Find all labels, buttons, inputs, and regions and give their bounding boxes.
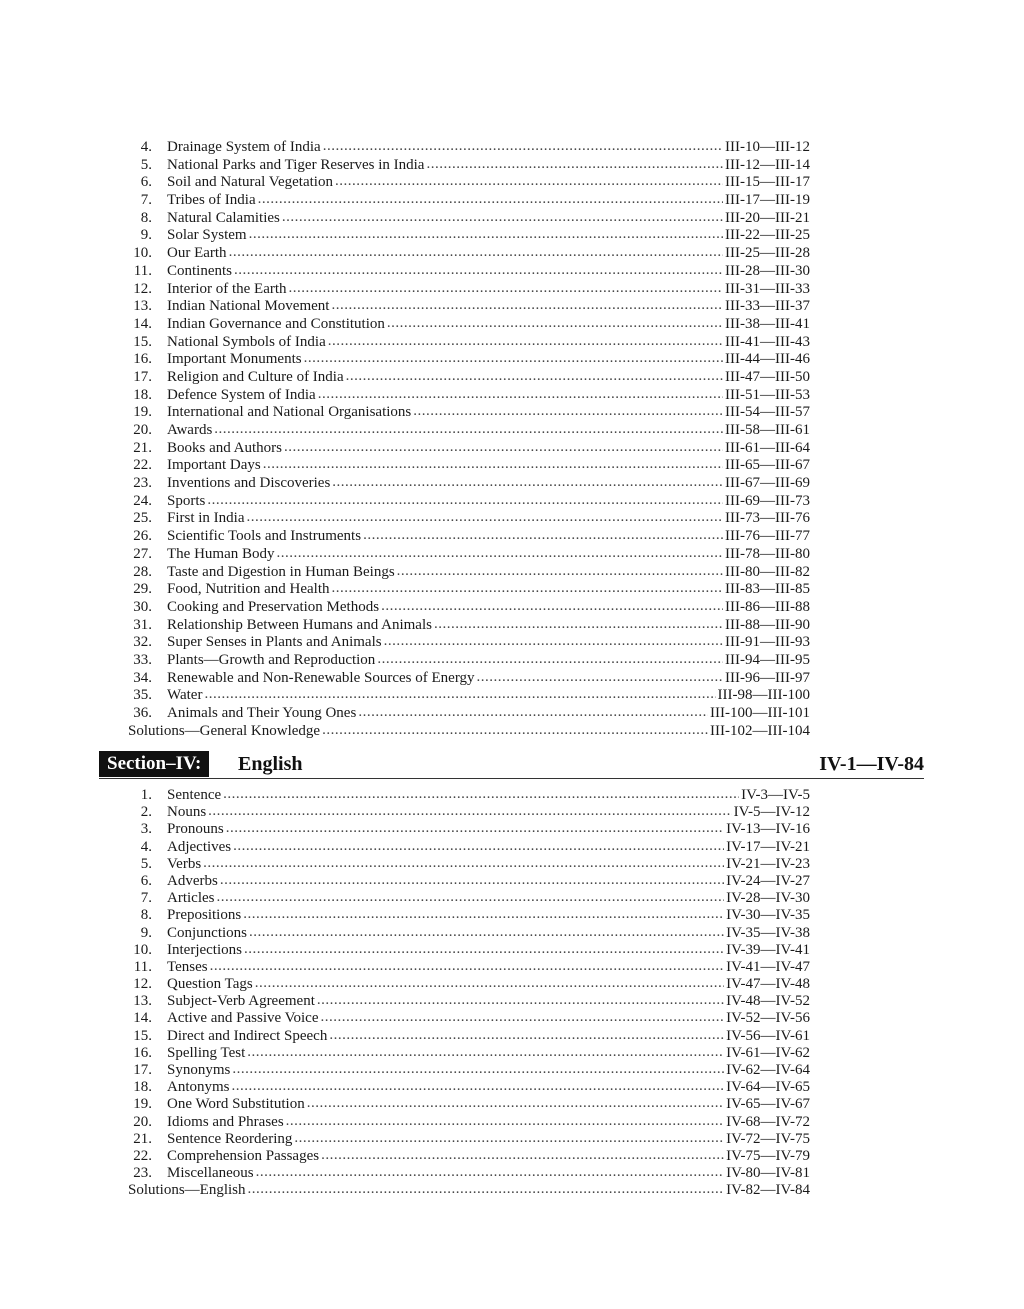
- toc-entry-pages: III-73—III-76: [725, 510, 810, 527]
- toc-entry: [110, 528, 810, 546]
- toc-entry-pages: IV-39—IV-41: [726, 941, 810, 958]
- toc-entry-pages: IV-35—IV-38: [726, 924, 810, 941]
- toc-entry-title: Conjunctions: [167, 924, 248, 941]
- toc-entry-number: 28.: [133, 563, 152, 580]
- dot-leader: [318, 386, 723, 404]
- toc-entry-number: 22.: [133, 457, 152, 474]
- toc-entry: [110, 334, 810, 352]
- toc-entry-pages: III-78—III-80: [725, 545, 810, 562]
- toc-entry-pages: III-91—III-93: [725, 634, 810, 651]
- toc-entry: [110, 670, 810, 688]
- toc-list-english: [110, 787, 810, 1200]
- dot-leader: [363, 527, 723, 545]
- toc-entry-number: 22.: [133, 1147, 152, 1164]
- toc-entry: [110, 787, 810, 804]
- toc-entry-title: Sentence: [167, 787, 222, 803]
- toc-entry: [110, 510, 810, 528]
- toc-entry-title: Indian Governance and Constitution: [167, 315, 385, 332]
- dot-leader: [317, 992, 724, 1009]
- toc-entry-pages: III-94—III-95: [725, 651, 810, 668]
- toc-entry-title: Relationship Between Humans and Animals: [167, 616, 432, 633]
- toc-entry-pages: III-76—III-77: [725, 528, 810, 545]
- toc-entry-title: Sentence Reordering: [167, 1130, 293, 1147]
- toc-entry: [110, 856, 810, 873]
- toc-entry: [110, 873, 810, 890]
- toc-entry-title: Scientific Tools and Instruments: [167, 528, 362, 545]
- dot-leader: [256, 1164, 724, 1181]
- toc-entry-number: 7.: [140, 890, 152, 907]
- toc-entry: [110, 245, 810, 263]
- section-page-range: IV-1—IV-84: [819, 753, 924, 775]
- toc-entry-number: 23.: [133, 475, 152, 492]
- toc-entry: [110, 634, 810, 652]
- toc-entry-number: 8.: [140, 907, 152, 924]
- toc-entry: [110, 298, 810, 316]
- toc-entry-number: 20.: [133, 422, 152, 438]
- toc-entry-title: Antonyms: [167, 1079, 230, 1096]
- toc-entry-pages: IV-75—IV-79: [726, 1147, 810, 1164]
- toc-entry-number: 21.: [133, 439, 152, 456]
- toc-entry-number: 20.: [133, 1113, 152, 1130]
- dot-leader: [244, 941, 724, 958]
- dot-leader: [232, 1061, 724, 1078]
- toc-entry-pages: IV-48—IV-52: [726, 993, 810, 1010]
- toc-entry-number: 26.: [133, 528, 152, 545]
- toc-entry-title: Tenses: [167, 958, 208, 975]
- toc-entry-number: 32.: [133, 634, 152, 651]
- toc-entry-title: Indian National Movement: [167, 298, 330, 315]
- toc-entry-pages: III-10—III-12: [725, 139, 810, 155]
- toc-entry: [110, 652, 810, 670]
- toc-entry-title: Tribes of India: [167, 192, 256, 209]
- toc-entry-title: National Symbols of India: [167, 333, 326, 350]
- toc-entry-pages: III-61—III-64: [725, 439, 810, 456]
- toc-entry: [110, 546, 810, 564]
- toc-entry-number: 33.: [133, 651, 152, 668]
- dot-leader: [229, 244, 723, 262]
- toc-entry-title: Nouns: [167, 804, 207, 821]
- dot-leader: [249, 924, 724, 941]
- toc-entry-pages: IV-21—IV-23: [726, 855, 810, 872]
- dot-leader: [328, 333, 723, 351]
- toc-entry-title: Idioms and Phrases: [167, 1113, 284, 1130]
- toc-entry-number: 34.: [133, 669, 152, 686]
- toc-entry-number: 4.: [140, 139, 152, 155]
- dot-leader: [263, 456, 723, 474]
- toc-entry-number: 25.: [133, 510, 152, 527]
- toc-entry: [110, 564, 810, 582]
- toc-entry-title: Plants—Growth and Reproduction: [167, 651, 376, 668]
- toc-entry-title: Super Senses in Plants and Animals: [167, 634, 382, 651]
- toc-entry: [110, 369, 810, 387]
- toc-entry-number: 31.: [133, 616, 152, 633]
- toc-entry-title: Question Tags: [167, 976, 253, 993]
- dot-leader: [247, 509, 724, 527]
- toc-entry-number: 30.: [133, 598, 152, 615]
- dot-leader: [282, 209, 723, 227]
- toc-entry-title: Direct and Indirect Speech: [167, 1027, 328, 1044]
- toc-entry-pages: IV-13—IV-16: [726, 821, 810, 838]
- dot-leader: [208, 803, 731, 820]
- toc-entry-title: Solutions—General Knowledge: [128, 722, 321, 739]
- toc-entry-number: 13.: [133, 298, 152, 315]
- dot-leader: [331, 297, 723, 315]
- toc-entry-pages: IV-24—IV-27: [726, 872, 810, 889]
- toc-entry-number: 5.: [140, 855, 152, 872]
- toc-entry: [110, 839, 810, 856]
- dot-leader: [307, 1095, 724, 1112]
- toc-entry-number: 1.: [140, 787, 152, 803]
- toc-entry-pages: IV-62—IV-64: [726, 1062, 810, 1078]
- toc-entry-pages: IV-3—IV-5: [741, 787, 810, 803]
- toc-entry-pages: IV-82—IV-84: [726, 1182, 810, 1199]
- toc-entry: [110, 174, 810, 192]
- toc-entry-title: Interjections: [167, 941, 242, 958]
- dot-leader: [335, 173, 723, 191]
- toc-entry-pages: III-96—III-97: [725, 669, 810, 686]
- toc-entry-title: Comprehension Passages: [167, 1147, 320, 1164]
- toc-entry-title: Taste and Digestion in Human Beings: [167, 563, 395, 580]
- toc-entry-pages: IV-41—IV-47: [726, 958, 810, 975]
- toc-entry: [110, 1114, 810, 1131]
- toc-entry: [110, 157, 810, 175]
- dot-leader: [294, 1130, 724, 1147]
- toc-entry-pages: IV-65—IV-67: [726, 1096, 810, 1113]
- toc-entry-pages: IV-56—IV-61: [726, 1027, 810, 1044]
- section-name: English: [238, 753, 303, 775]
- toc-entry-pages: III-28—III-30: [725, 262, 810, 279]
- toc-entry-pages: III-31—III-33: [725, 280, 810, 297]
- dot-leader: [426, 156, 723, 174]
- toc-entry: [110, 1062, 810, 1079]
- toc-entry-number: 6.: [140, 174, 152, 191]
- toc-entry-title: International and National Organisations: [167, 404, 412, 421]
- dot-leader: [397, 563, 723, 581]
- dot-leader: [258, 191, 723, 209]
- toc-entry-number: 16.: [133, 351, 152, 368]
- toc-entry-pages: IV-52—IV-56: [726, 1010, 810, 1027]
- dot-leader: [322, 722, 708, 740]
- dot-leader: [329, 1027, 724, 1044]
- toc-entry-pages: III-33—III-37: [725, 298, 810, 315]
- toc-entry-number: 17.: [133, 368, 152, 385]
- toc-entry-pages: III-58—III-61: [725, 422, 810, 438]
- toc-entry-pages: III-51—III-53: [725, 386, 810, 403]
- toc-entry-pages: III-54—III-57: [725, 404, 810, 421]
- toc-entry-pages: III-12—III-14: [725, 156, 810, 173]
- toc-entry: [110, 1165, 810, 1182]
- dot-leader: [358, 704, 708, 722]
- toc-entry-number: 10.: [133, 245, 152, 262]
- toc-entry-title: Religion and Culture of India: [167, 368, 344, 385]
- toc-entry: [110, 139, 810, 157]
- toc-entry-number: 13.: [133, 993, 152, 1010]
- dot-leader: [233, 838, 724, 855]
- toc-entry-title: Inventions and Discoveries: [167, 475, 331, 492]
- toc-entry: [110, 1010, 810, 1027]
- toc-entry: [110, 1096, 810, 1113]
- toc-entry-title: Adjectives: [167, 838, 232, 855]
- toc-entry: [110, 263, 810, 281]
- dot-leader: [434, 616, 723, 634]
- toc-entry: [110, 192, 810, 210]
- toc-entry: [110, 404, 810, 422]
- toc-entry-number: 2.: [140, 804, 152, 821]
- toc-entry-number: 23.: [133, 1165, 152, 1182]
- toc-entry-pages: III-100—III-101: [710, 705, 810, 721]
- toc-entry-number: 18.: [133, 1079, 152, 1096]
- dot-leader: [413, 403, 723, 421]
- toc-entry-pages: IV-47—IV-48: [726, 976, 810, 993]
- dot-leader: [249, 226, 723, 244]
- dot-leader: [214, 421, 723, 439]
- dot-leader: [247, 1044, 724, 1061]
- toc-entry: [110, 351, 810, 369]
- toc-entry-title: Renewable and Non-Renewable Sources of Energy: [167, 669, 475, 686]
- toc-entry: [110, 993, 810, 1010]
- toc-entry: [110, 281, 810, 299]
- toc-entry: [110, 1079, 810, 1096]
- toc-entry-title: Food, Nutrition and Health: [167, 581, 330, 598]
- toc-entry: [110, 475, 810, 493]
- dot-leader: [220, 872, 724, 889]
- toc-entry-title: Active and Passive Voice: [167, 1010, 319, 1027]
- toc-entry-pages: III-22—III-25: [725, 227, 810, 244]
- toc-entry: [110, 457, 810, 475]
- toc-entry: [110, 804, 810, 821]
- dot-leader: [248, 1181, 725, 1198]
- dot-leader: [377, 651, 723, 669]
- toc-entry-pages: III-86—III-88: [725, 598, 810, 615]
- toc-entry-title: Subject-Verb Agreement: [167, 993, 315, 1010]
- toc-entry-title: Books and Authors: [167, 439, 283, 456]
- toc-entry-pages: IV-5—IV-12: [733, 804, 810, 821]
- toc-entry-number: 15.: [133, 333, 152, 350]
- toc-entry: [110, 227, 810, 245]
- toc-entry-title: Articles: [167, 890, 215, 907]
- dot-leader: [321, 1147, 724, 1164]
- toc-entry-pages: IV-68—IV-72: [726, 1113, 810, 1130]
- dot-leader: [223, 786, 739, 803]
- dot-leader: [381, 598, 723, 616]
- toc-entry-number: 5.: [140, 156, 152, 173]
- toc-entry-title: Important Monuments: [167, 351, 302, 368]
- toc-entry-number: 36.: [133, 705, 152, 721]
- toc-entry-pages: III-15—III-17: [725, 174, 810, 191]
- toc-entry-title: Adverbs: [167, 872, 218, 889]
- toc-entry-number: 12.: [133, 976, 152, 993]
- dot-leader: [226, 820, 724, 837]
- toc-entry-title: Verbs: [167, 855, 202, 872]
- toc-entry-pages: III-20—III-21: [725, 209, 810, 226]
- toc-entry-pages: III-41—III-43: [725, 333, 810, 350]
- dot-leader: [207, 492, 723, 510]
- toc-entry: [110, 581, 810, 599]
- toc-entry-pages: III-69—III-73: [725, 492, 810, 509]
- toc-entry: [110, 599, 810, 617]
- toc-entry-number: 29.: [133, 581, 152, 598]
- toc-entry-pages: III-102—III-104: [710, 722, 810, 739]
- toc-entry-pages: III-44—III-46: [725, 351, 810, 368]
- toc-entry: [110, 907, 810, 924]
- toc-entry-title: Interior of the Earth: [167, 280, 287, 297]
- toc-entry: [110, 1131, 810, 1148]
- toc-entry-title: Spelling Test: [167, 1044, 246, 1061]
- dot-leader: [203, 855, 724, 872]
- toc-entry-title: First in India: [167, 510, 245, 527]
- toc-entry-pages: III-25—III-28: [725, 245, 810, 262]
- toc-entry-title: Solutions—English: [128, 1182, 246, 1199]
- toc-entry-title: Solar System: [167, 227, 247, 244]
- dot-leader: [384, 633, 723, 651]
- toc-entry-number: 24.: [133, 492, 152, 509]
- dot-leader: [289, 280, 724, 298]
- toc-entry-number: 9.: [140, 924, 152, 941]
- toc-entry: [110, 821, 810, 838]
- toc-entry: [110, 493, 810, 511]
- toc-entry: [110, 1045, 810, 1062]
- toc-entry-pages: IV-28—IV-30: [726, 890, 810, 907]
- toc-entry-number: 12.: [133, 280, 152, 297]
- toc-entry-number: 10.: [133, 941, 152, 958]
- toc-entry-number: 19.: [133, 1096, 152, 1113]
- toc-entry-number: 4.: [140, 838, 152, 855]
- toc-entry-title: Sports: [167, 492, 206, 509]
- toc-entry: [110, 1028, 810, 1045]
- dot-leader: [255, 975, 724, 992]
- toc-entry: [110, 959, 810, 976]
- toc-entry-pages: III-80—III-82: [725, 563, 810, 580]
- toc-entry-number: 19.: [133, 404, 152, 421]
- toc-entry-title: Defence System of India: [167, 386, 316, 403]
- toc-entry-number: 14.: [133, 315, 152, 332]
- toc-entry-pages: III-88—III-90: [725, 616, 810, 633]
- toc-entry-title: Miscellaneous: [167, 1165, 254, 1182]
- toc-entry-number: 16.: [133, 1044, 152, 1061]
- toc-entry-title: Pronouns: [167, 821, 224, 838]
- toc-entry-pages: IV-17—IV-21: [726, 838, 810, 855]
- toc-entry-pages: III-17—III-19: [725, 192, 810, 209]
- dot-leader: [387, 315, 723, 333]
- toc-entry-pages: III-65—III-67: [725, 457, 810, 474]
- toc-entry: [110, 316, 810, 334]
- dot-leader: [284, 439, 723, 457]
- dot-leader: [286, 1113, 724, 1130]
- toc-entry-title: Prepositions: [167, 907, 242, 924]
- dot-leader: [321, 1009, 725, 1026]
- toc-solutions-entry: [128, 723, 810, 741]
- dot-leader: [304, 350, 723, 368]
- toc-entry-number: 7.: [140, 192, 152, 209]
- dot-leader: [332, 474, 723, 492]
- dot-leader: [210, 958, 724, 975]
- toc-entry-number: 8.: [140, 209, 152, 226]
- toc-entry-title: Drainage System of India: [167, 139, 321, 155]
- toc-entry-title: Animals and Their Young Ones: [167, 705, 357, 721]
- section-header: [99, 751, 924, 779]
- toc-list-general-knowledge: [110, 139, 810, 740]
- toc-entry-number: 9.: [140, 227, 152, 244]
- toc-entry-pages: III-67—III-69: [725, 475, 810, 492]
- toc-entry-pages: IV-72—IV-75: [726, 1130, 810, 1147]
- toc-entry-pages: III-47—III-50: [725, 368, 810, 385]
- toc-entry: [110, 976, 810, 993]
- toc-entry-pages: III-38—III-41: [725, 315, 810, 332]
- toc-entry-number: 17.: [133, 1062, 152, 1078]
- toc-entry: [110, 925, 810, 942]
- dot-leader: [243, 906, 724, 923]
- toc-entry-number: 15.: [133, 1027, 152, 1044]
- toc-entry-pages: III-98—III-100: [717, 687, 810, 704]
- toc-entry-title: Continents: [167, 262, 233, 279]
- toc-entry-number: 21.: [133, 1130, 152, 1147]
- toc-entry: [110, 440, 810, 458]
- toc-entry-title: Natural Calamities: [167, 209, 280, 226]
- toc-entry-title: Water: [167, 687, 203, 704]
- dot-leader: [276, 545, 723, 563]
- toc-entry: [110, 705, 810, 723]
- section-label: Section–IV:: [99, 751, 209, 777]
- toc-entry-title: Awards: [167, 422, 213, 438]
- toc-entry-title: National Parks and Tiger Reserves in India: [167, 156, 425, 173]
- dot-leader: [331, 580, 723, 598]
- toc-entry-pages: IV-30—IV-35: [726, 907, 810, 924]
- toc-entry: [110, 942, 810, 959]
- toc-entry: [110, 422, 810, 440]
- toc-entry: [110, 210, 810, 228]
- toc-entry-title: The Human Body: [167, 545, 275, 562]
- toc-entry-title: Soil and Natural Vegetation: [167, 174, 333, 191]
- toc-entry-pages: IV-61—IV-62: [726, 1044, 810, 1061]
- toc-entry-title: Our Earth: [167, 245, 227, 262]
- dot-leader: [232, 1078, 725, 1095]
- toc-entry-number: 11.: [133, 958, 152, 975]
- dot-leader: [204, 686, 715, 704]
- toc-entry-title: Synonyms: [167, 1062, 231, 1078]
- toc-entry-number: 27.: [133, 545, 152, 562]
- toc-entry-pages: IV-64—IV-65: [726, 1079, 810, 1096]
- toc-entry-number: 14.: [133, 1010, 152, 1027]
- toc-entry-title: Cooking and Preservation Methods: [167, 598, 380, 615]
- toc-entry-title: Important Days: [167, 457, 261, 474]
- toc-entry-number: 6.: [140, 872, 152, 889]
- toc-entry-number: 11.: [133, 262, 152, 279]
- toc-entry-number: 35.: [133, 687, 152, 704]
- toc-entry-pages: III-83—III-85: [725, 581, 810, 598]
- dot-leader: [477, 669, 723, 687]
- toc-entry: [110, 1148, 810, 1165]
- toc-entry-title: One Word Substitution: [167, 1096, 305, 1113]
- toc-entry: [110, 890, 810, 907]
- toc-entry-pages: IV-80—IV-81: [726, 1165, 810, 1182]
- toc-entry: [110, 387, 810, 405]
- dot-leader: [323, 138, 723, 156]
- dot-leader: [234, 262, 723, 280]
- toc-entry-number: 3.: [140, 821, 152, 838]
- toc-solutions-entry: [128, 1182, 810, 1199]
- toc-entry: [110, 617, 810, 635]
- dot-leader: [216, 889, 724, 906]
- dot-leader: [346, 368, 723, 386]
- toc-entry-number: 18.: [133, 386, 152, 403]
- toc-entry: [110, 687, 810, 705]
